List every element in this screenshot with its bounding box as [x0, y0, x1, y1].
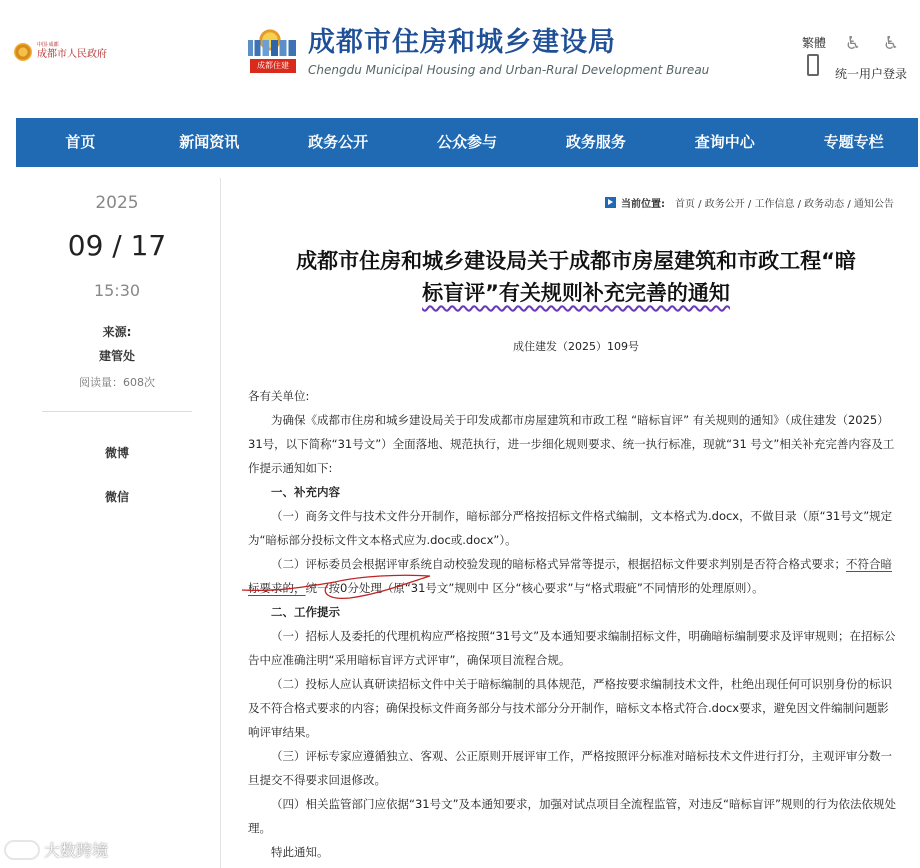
document-number: 成住建发（2025）109号 [513, 340, 639, 353]
salutation: 各有关单位: [248, 389, 310, 403]
source-label: 来源: [102, 325, 132, 339]
watermark-logo-icon [4, 840, 40, 860]
column-divider [220, 178, 221, 868]
nav-services[interactable]: 政务服务 [565, 133, 626, 151]
breadcrumb-path[interactable]: 首页 / 政务公开 / 工作信息 / 政务动态 / 通知公告 [675, 199, 894, 210]
sidebar-divider [42, 411, 192, 412]
red-circle-annotation [240, 572, 440, 602]
publish-time: 15:30 [93, 281, 141, 300]
read-count: 阅读量：608次 [79, 376, 155, 389]
accessibility-mode-icon[interactable]: ♿ [882, 33, 900, 54]
nav-query[interactable]: 查询中心 [694, 133, 755, 151]
gov-sub: 中国·成都 [37, 42, 59, 48]
logo-plate: 成都住建 [250, 59, 296, 73]
section-heading-2: 二、工作提示 [271, 605, 340, 619]
paragraph-3: （一）招标人及委托的代理机构应严格按照“31号文”及本通知要求编制招标文件，明确暗标编制要求及评审规则；在招标公告中应准确注明“采用暗标盲评方式评审”，确保项目流程合规。 [248, 629, 896, 667]
publish-date: 09 / 17 [67, 229, 167, 262]
source-value: 建管处 [98, 349, 135, 363]
nav-participation[interactable]: 公众参与 [437, 133, 498, 151]
nav-topics[interactable]: 专题专栏 [823, 133, 884, 151]
title-line-2: 标盲评”有关规则补充完善的通知 [422, 281, 730, 305]
main-nav [16, 118, 918, 167]
login-link[interactable]: 统一用户登录 [835, 67, 908, 81]
nav-news[interactable]: 新闻资讯 [179, 133, 240, 151]
paragraph-2-highlight: 不符合暗标要求的， [248, 557, 892, 595]
mobile-icon[interactable] [807, 54, 819, 76]
breadcrumb-label: 当前位置: [621, 199, 665, 210]
share-weixin[interactable]: 微信 [104, 490, 129, 504]
article-title [236, 245, 916, 309]
paragraph-2-circled: 统一按0分处理 [305, 581, 382, 595]
watermark-text: 大数跨境 [44, 841, 109, 860]
bureau-logo [244, 26, 300, 78]
paragraph-2-d: （原“31号文”规则中 区分“核心要求”与“格式瑕疵”不同情形的处理原则）。 [381, 581, 764, 595]
breadcrumb [605, 195, 894, 210]
nav-gov-affairs[interactable]: 政务公开 [308, 133, 369, 151]
nav-home[interactable]: 首页 [65, 133, 96, 151]
site-header [0, 0, 920, 100]
article-body [248, 384, 898, 864]
traditional-chinese-link[interactable]: 繁體 [802, 36, 827, 50]
paragraph-5: （三）评标专家应遵循独立、客观、公正原则开展评审工作，严格按照评分标准对暗标技术文件进行打分，主观评审分数一旦提交不得要求回退修改。 [248, 749, 892, 787]
share-weibo[interactable]: 微博 [104, 446, 129, 460]
header-tools [802, 34, 914, 84]
paragraph-4: （二）投标人应认真研读招标文件中关于暗标编制的具体规范，严格按要求编制技术文件，杜绝出现任何可识别身份的标识及不符合格式要求的内容；确保投标文件商务部分与技术部分分开制作，暗标文本格式符合.docx要求，避免因文件编制问题影响评审结果。 [248, 677, 892, 739]
title-line-1: 成都市住房和城乡建设局关于成都市房屋建筑和市政工程“暗 [296, 249, 856, 273]
paragraph-1: （一）商务文件与技术文件分开制作，暗标部分严格按招标文件格式编制，文本格式为.docx，不做目录（原“31号文”规定为“暗标部分投标文件文本格式应为.doc或.docx”）。 [248, 509, 893, 547]
intro-paragraph: 为确保《成都市住房和城乡建设局关于印发成都市房屋建筑和市政工程 “暗标盲评” 有关规则的通知》（成住建发（2025）31号，以下简称“31号文”）全面落地、规范执行，进一步细化规则要求、统一执行标准，现就“31 号文”相关补充完善内容及工作提示通知如下: [248, 413, 895, 475]
site-name-en: Chengdu Municipal Housing and Urban-Rural Development Bureau [308, 63, 710, 77]
site-brand[interactable] [244, 26, 709, 78]
closing: 特此通知。 [271, 845, 329, 859]
chengdu-gov-link[interactable] [14, 42, 107, 61]
site-name-cn: 成都市住房和城乡建设局 [308, 27, 616, 58]
paragraph-6: （四）相关监管部门应依据“31号文”及本通知要求，加强对试点项目全流程监管，对违反“暗标盲评”规则的行为依法依规处理。 [248, 797, 896, 835]
section-heading-1: 一、补充内容 [271, 485, 340, 499]
paragraph-2-a: （二）评标委员会根据评审系统自动校验发现的暗标格式异常等提示，根据招标文件要求判别是否符合格式要求； [271, 557, 846, 571]
accessibility-icon[interactable]: ♿ [844, 33, 862, 54]
location-arrow-icon [605, 197, 616, 208]
publish-year: 2025 [95, 193, 139, 213]
watermark [4, 838, 108, 861]
gov-name: 成都市人民政府 [37, 49, 107, 60]
gov-emblem-icon [14, 43, 32, 61]
